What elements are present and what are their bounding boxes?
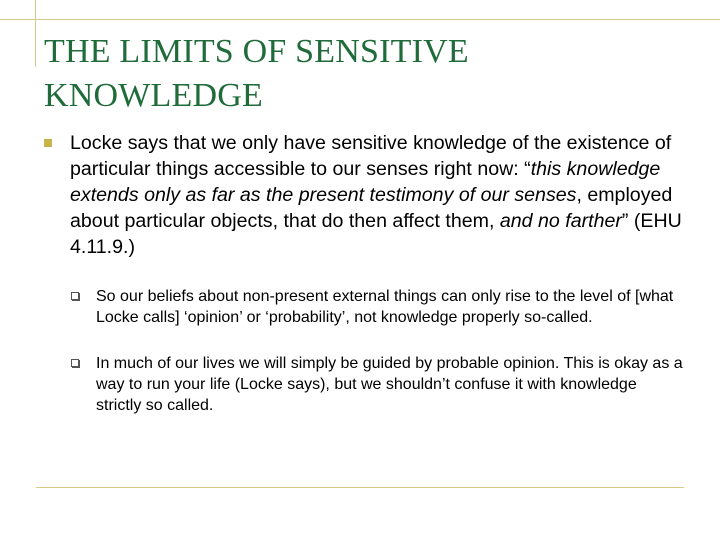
hollow-square-bullet-icon: [71, 292, 79, 300]
hollow-square-bullet-icon: [71, 359, 79, 367]
decorative-vertical-line: [35, 0, 36, 67]
sub-bullet-2: [44, 353, 684, 416]
sub-bullet-2-text: In much of our lives we will simply be guided by probable opinion. This is okay as a way to run your life (Locke says), but we shouldn’t confuse it with knowledge strictly so called.: [96, 355, 683, 414]
slide-body: [44, 130, 684, 416]
main-bullet-text-1: Locke says that we only have sensitive knowledge of the existence of particular things accessible to our senses right now: “: [70, 132, 672, 180]
slide-title: THE LIMITS OF SENSITIVE KNOWLEDGE: [44, 33, 469, 114]
decorative-top-line: [0, 19, 720, 20]
filled-square-bullet-icon: [44, 139, 52, 147]
sub-bullet-1-text: So our beliefs about non-present external things can only rise to the level of [what Locke calls] ‘opinion’ or ‘probability’, not knowledge properly so-called.: [96, 288, 674, 326]
main-bullet-quote: this knowledge extends only as far as the present testimony of our senses: [70, 158, 661, 206]
main-bullet: [44, 130, 684, 260]
main-bullet-citation: ” (EHU 4.11.9.): [70, 210, 682, 258]
main-bullet-text-2: , employed about particular objects, that do then affect them,: [70, 184, 673, 232]
sub-bullet-1: [44, 286, 684, 328]
main-bullet-emphasis: and no farther: [499, 210, 622, 232]
decorative-bottom-line: [36, 487, 684, 488]
